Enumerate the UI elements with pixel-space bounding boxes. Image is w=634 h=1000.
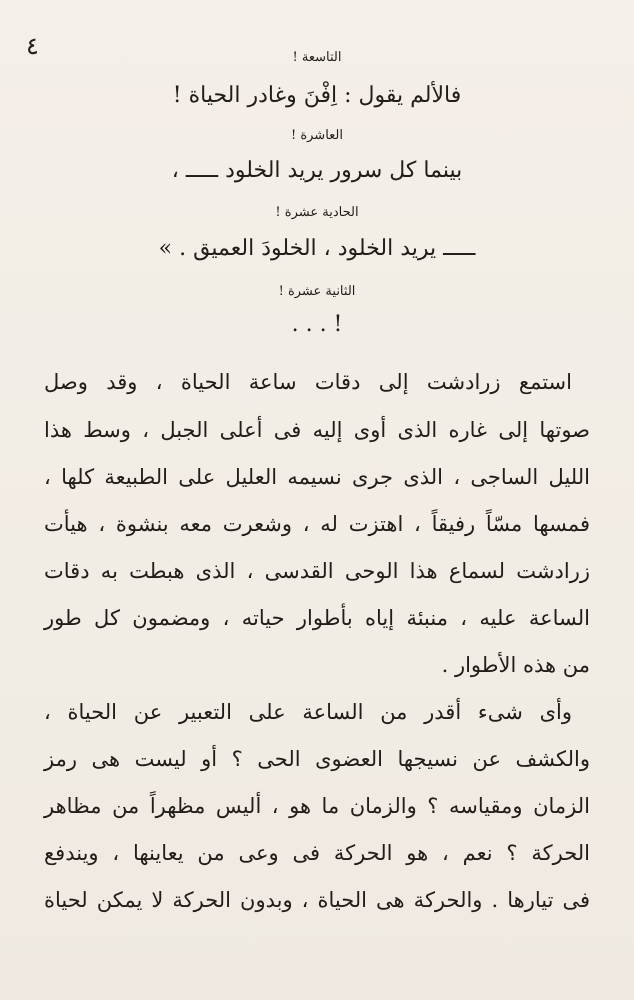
verse-counter: العاشرة ! [290,128,344,143]
paragraph-line: صوتها إلى غاره الذى أوى إليه فى أعلى الجبل ، وسط هذا [44,418,590,442]
paragraph-line: الزمان ومقياسه ؟ والزمان ما هو ، أليس مظهراً من مظاهر [44,794,590,818]
paragraph-line: فى تيارها . والحركة هى الحياة ، وبدون الحركة لا يمكن لحياة [44,888,590,912]
paragraph-line: من هذه الأطوار . [441,653,590,677]
verse-line: فالألم يقول : اِفْنَ وغادر الحياة ! [172,83,462,108]
paragraph-line: الحركة ؟ نعم ، هو الحركة فى وعى من يعاينها ، ويندفع [44,841,590,865]
verse-counter: الثانية عشرة ! [278,284,356,299]
paragraph-line: الليل الساجى ، الذى جرى نسيمه العليل على الطبيعة كلها ، [44,465,590,489]
paragraph-line: الساعة عليه ، منبئة إياه بأطوار حياته ، ومضمون كل طور [44,606,590,630]
paragraph-line: استمع زرادشت إلى دقات ساعة الحياة ، وقد وصل [44,370,572,394]
verse-line: بينما كل سرور يريد الخلود ـــــ ، [171,158,463,183]
body-text [44,0,590,1000]
verse-line: ـــــ يريد الخلود ، الخلودَ العميق . » [158,236,476,261]
verse-counter: الحادية عشرة ! [275,205,359,220]
paragraph-line: فمسها مسّاً رفيقاً ، اهتزت له ، وشعرت معه بنشوة ، هيأت [44,512,590,536]
verse-ellipsis: ! . . . [291,312,343,337]
paragraph-line: والكشف عن نسيجها العضوى الحى ؟ أو ليست هى رمز [44,747,590,771]
verse-counter: التاسعة ! [292,50,342,65]
page-number: ٤ [26,32,39,60]
paragraph-line: زرادشت لسماع هذا الوحى القدسى ، الذى هبطت به دقات [44,559,590,583]
paragraph-line: وأى شىء أقدر من الساعة على التعبير عن الحياة ، [44,700,572,724]
